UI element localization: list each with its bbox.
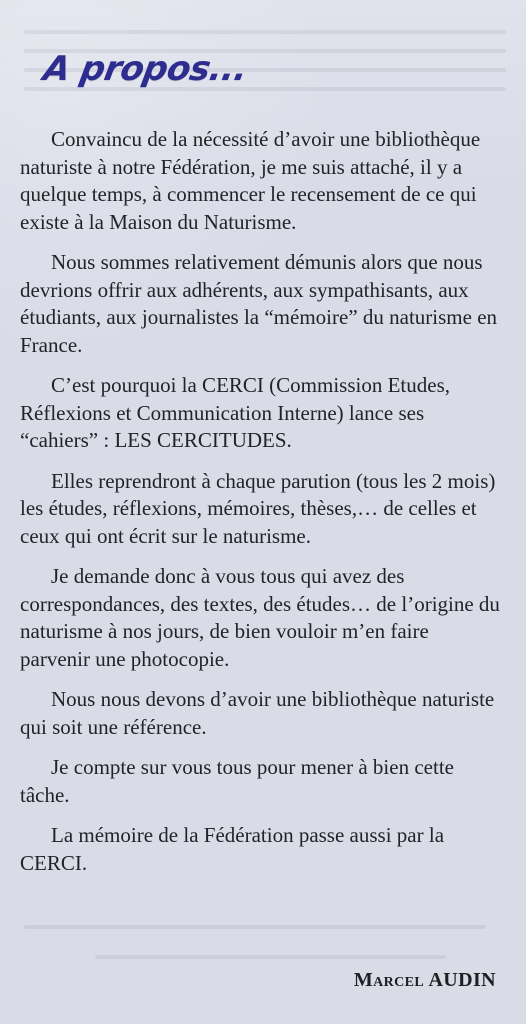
paragraph-4: Elles reprendront à chaque parution (tous les 2 mois) les études, réflexions, mémoires, thèses,… de celles et ceux qui ont écrit sur le naturisme. <box>20 468 496 548</box>
background-text-line <box>24 30 506 34</box>
author-signature: Marcel AUDIN <box>353 969 496 991</box>
page-title: A propos... <box>40 49 251 89</box>
background-text-line <box>95 955 446 959</box>
paragraph-8: La mémoire de la Fédération passe aussi par la CERCI. <box>20 823 445 875</box>
paragraph-7: Je compte sur vous tous pour mener à bien cette tâche. <box>20 755 454 807</box>
paragraph-2: Nous sommes relativement démunis alors que nous devrions offrir aux adhérents, aux sympathisants, aux étudiants, aux journalistes la “mémoire” du naturisme en France. <box>20 250 498 357</box>
paragraph-3: C’est pourquoi la CERCI (Commission Etudes, Réflexions et Communication Interne) lance ses “cahiers” : LES CERCITUDES. <box>20 373 450 452</box>
background-text-line <box>24 925 486 929</box>
paragraph-1: Convaincu de la nécessité d’avoir une bibliothèque naturiste à notre Fédération, je me suis attaché, il y a quelque temps, à commencer le recensement de ce qui existe à la Maison du Naturisme. <box>20 127 481 234</box>
paragraph-6: Nous nous devons d’avoir une bibliothèque naturiste qui soit une référence. <box>20 687 495 739</box>
article-body <box>20 126 502 890</box>
paragraph-5: Je demande donc à vous tous qui avez des correspondances, des textes, des études… de l’origine du naturisme à nos jours, de bien vouloir m’en faire parvenir une photocopie. <box>20 564 500 671</box>
